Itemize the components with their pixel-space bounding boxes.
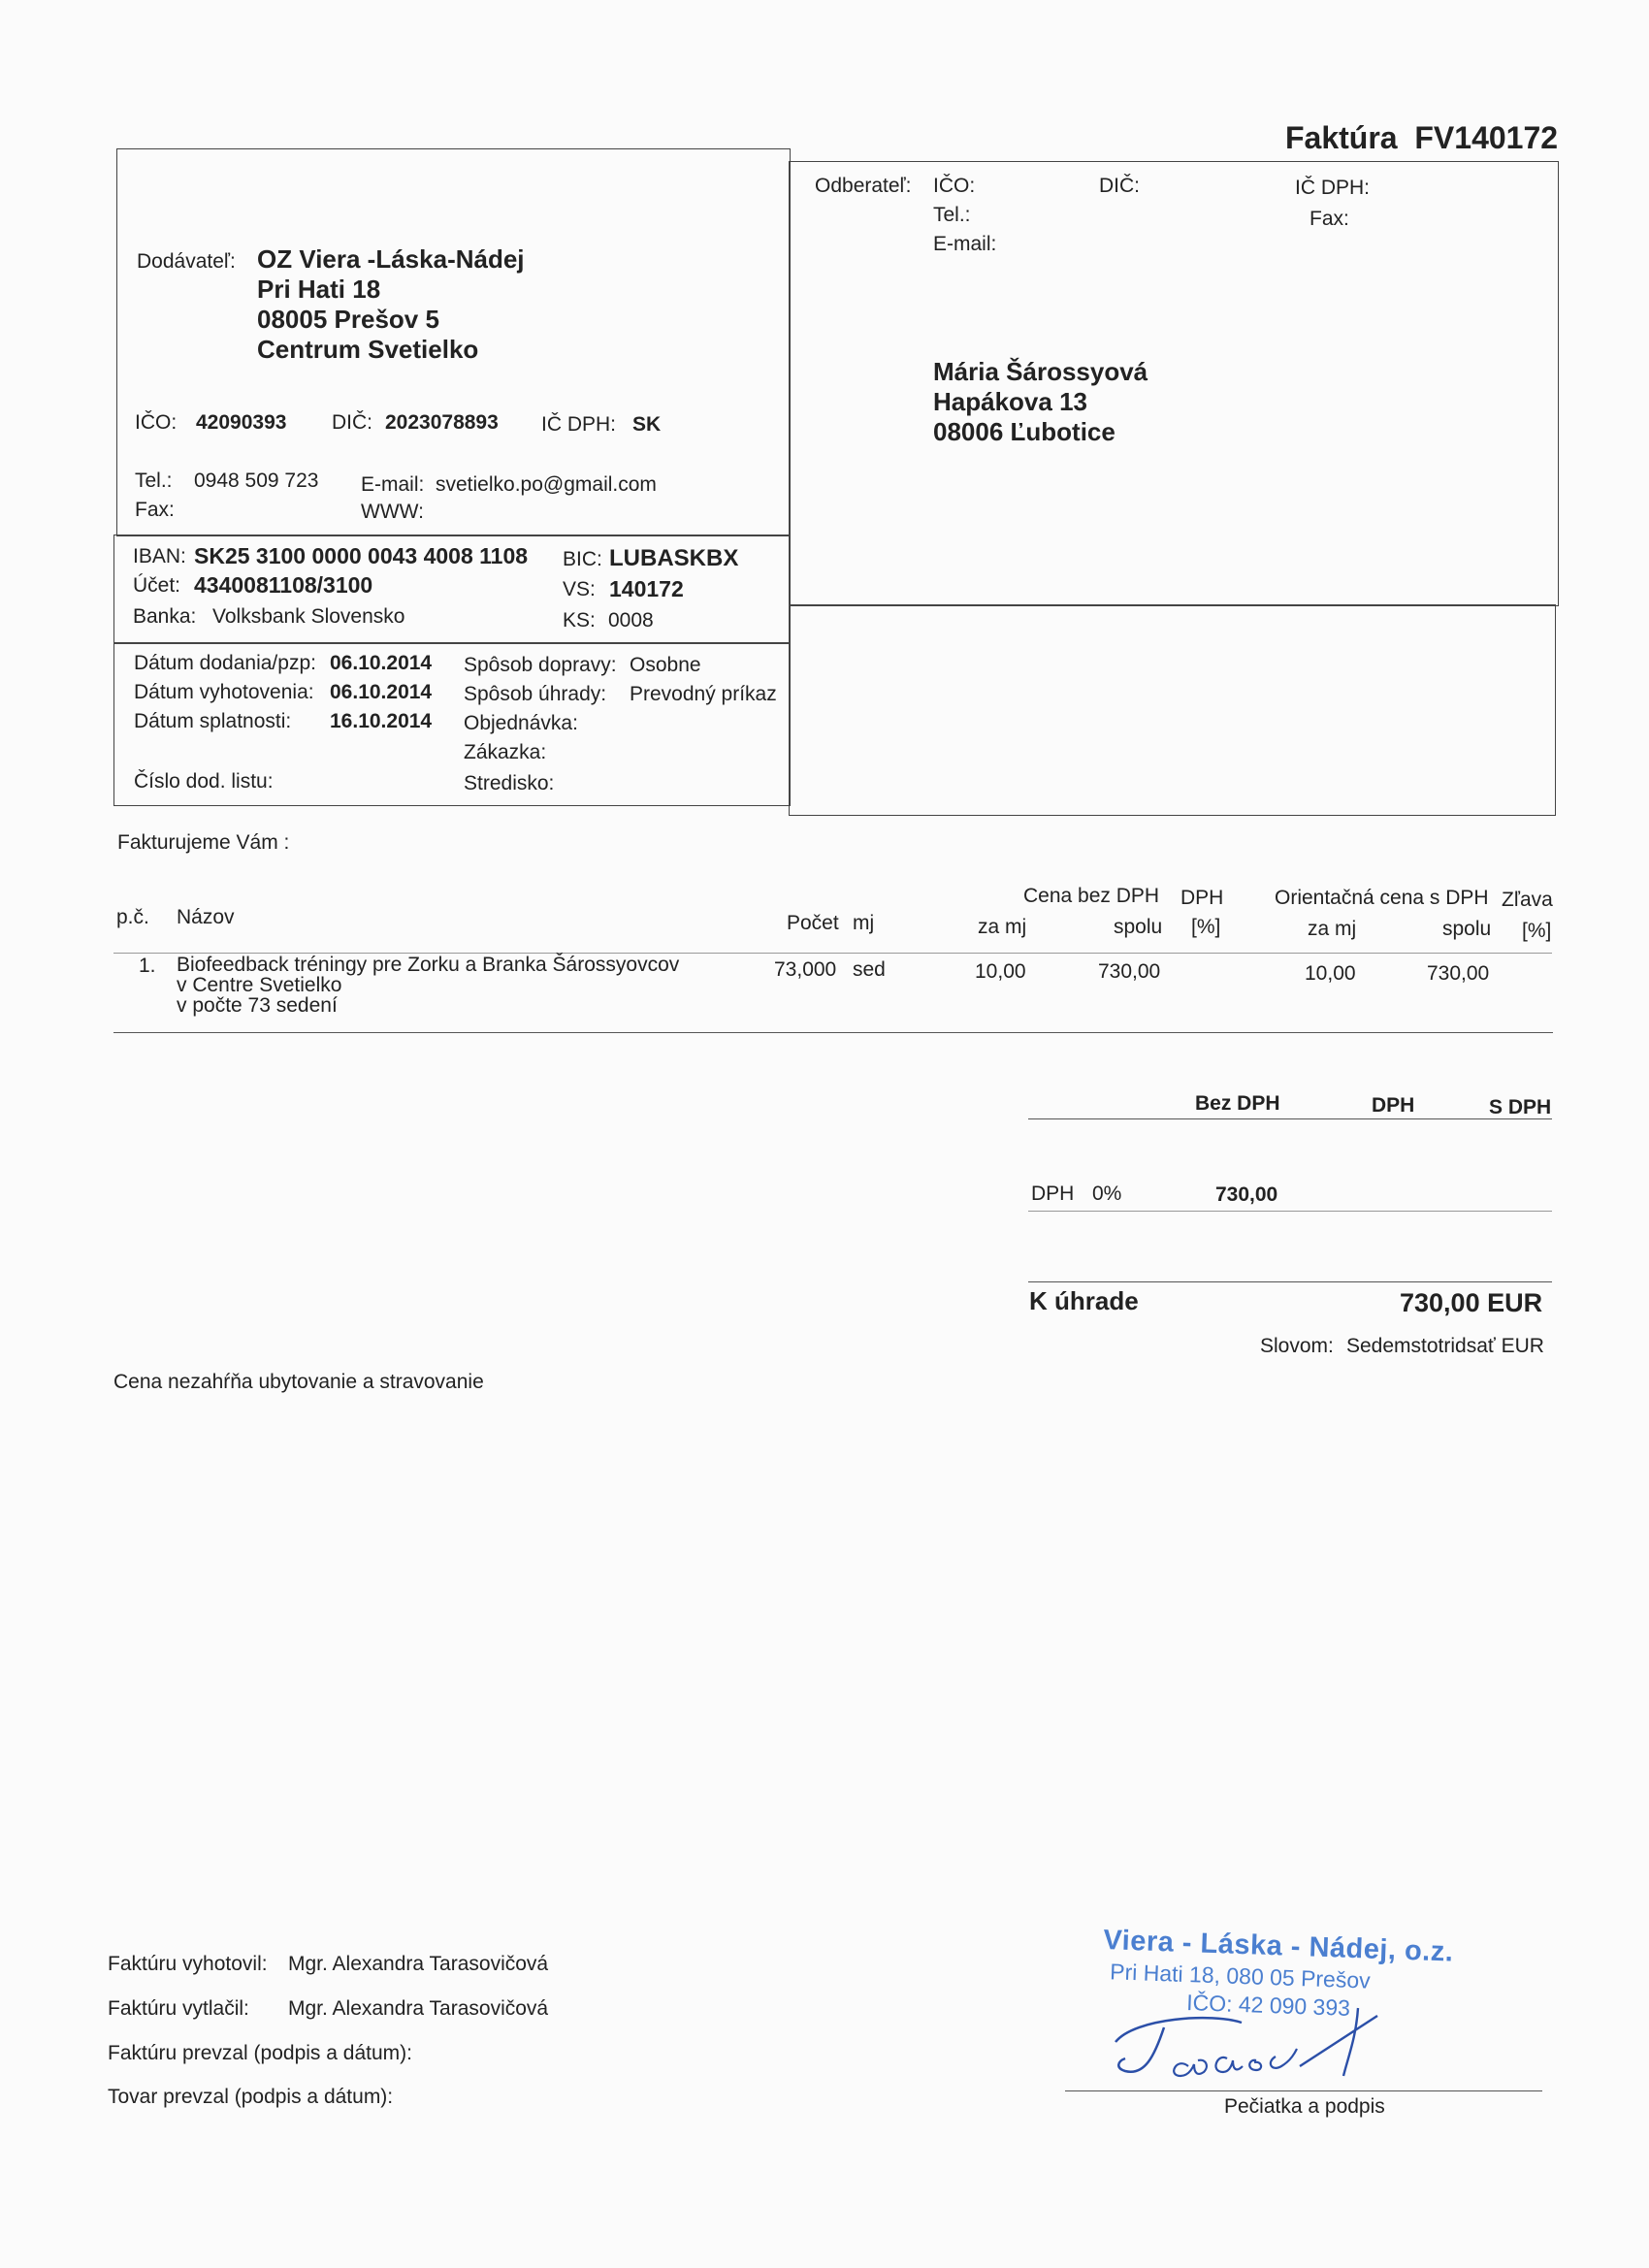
- customer-label: Odberateľ:: [815, 175, 912, 197]
- due-label: K úhrade: [1029, 1286, 1139, 1315]
- row-name-line-3: v počte 73 sedení: [177, 994, 338, 1017]
- th-discount: Zľava: [1502, 889, 1553, 911]
- stamp-line-3: IČO: 42 090 393: [1185, 1990, 1351, 2021]
- sum-vat-rate: 0%: [1092, 1183, 1122, 1205]
- th-qty: Počet: [787, 912, 839, 934]
- contract-label: Zákazka:: [464, 741, 547, 763]
- th-orient-group: Orientačná cena s DPH: [1275, 887, 1489, 909]
- th-no: p.č.: [116, 906, 149, 928]
- due-value: 730,00 EUR: [1400, 1288, 1543, 1317]
- iban-label: IBAN:: [133, 545, 186, 567]
- th-orient-total: spolu: [1442, 918, 1492, 940]
- words-label: Slovom:: [1260, 1335, 1334, 1357]
- bic-value: LUBASKBX: [609, 545, 739, 571]
- supplier-ico-label: IČO:: [135, 411, 178, 434]
- sum-h-base: Bez DPH: [1195, 1092, 1280, 1115]
- summary-header-rule: [1028, 1118, 1552, 1119]
- supplier-branch: Centrum Svetielko: [257, 335, 479, 364]
- sum-base-value: 730,00: [1215, 1183, 1278, 1206]
- stamp-line-2: Pri Hati 18, 080 05 Prešov: [1109, 1959, 1372, 1993]
- th-unit: mj: [853, 912, 875, 934]
- stamp-line-1: Viera - Láska - Nádej, o.z.: [1102, 1925, 1454, 1968]
- row-total: 730,00: [1098, 960, 1161, 983]
- supplier-fax-label: Fax:: [135, 499, 175, 521]
- iban-value: SK25 3100 0000 0043 4008 1108: [194, 543, 529, 568]
- delivery-date-label: Dátum dodania/pzp:: [134, 652, 316, 674]
- ks-value: 0008: [608, 609, 654, 632]
- customer-dic-label: DIČ:: [1099, 175, 1140, 197]
- payment-label: Spôsob úhrady:: [464, 683, 607, 705]
- row-name-line-2: v Centre Svetielko: [177, 974, 342, 996]
- th-price-group: Cena bez DPH: [1023, 885, 1160, 907]
- issued-label: Faktúru vyhotovil:: [108, 1953, 268, 1975]
- supplier-street: Pri Hati 18: [257, 275, 381, 304]
- payment-value: Prevodný príkaz: [630, 683, 777, 705]
- summary-vat-rule: [1028, 1211, 1552, 1212]
- items-intro: Fakturujeme Vám :: [117, 831, 290, 854]
- customer-icdph-label: IČ DPH:: [1295, 177, 1371, 199]
- row-name: [177, 955, 679, 1016]
- summary-due-rule: [1028, 1281, 1552, 1282]
- issue-date: 06.10.2014: [330, 681, 433, 703]
- issued-by: Mgr. Alexandra Tarasovičová: [288, 1953, 549, 1975]
- th-vat: DPH: [1180, 887, 1224, 909]
- goods-received-label: Tovar prevzal (podpis a dátum):: [108, 2086, 394, 2108]
- issue-date-label: Dátum vyhotovenia:: [134, 681, 314, 703]
- supplier-icdph-label: IČ DPH:: [541, 413, 617, 436]
- customer-city: 08006 Ľubotice: [933, 417, 1116, 446]
- supplier-label: Dodávateľ:: [137, 250, 236, 273]
- supplier-icdph: SK: [632, 413, 662, 436]
- sum-h-vat: DPH: [1372, 1094, 1415, 1117]
- supplier-tel: 0948 509 723: [194, 470, 319, 492]
- sum-vat-label: DPH: [1031, 1183, 1075, 1205]
- words-value: Sedemstotridsať EUR: [1346, 1335, 1544, 1357]
- order-label: Objednávka:: [464, 712, 578, 734]
- customer-name: Mária Šárossyová: [933, 357, 1148, 386]
- sum-h-with-vat: S DPH: [1489, 1096, 1552, 1118]
- invoice-number: FV140172: [1414, 120, 1559, 155]
- th-total: spolu: [1114, 916, 1163, 938]
- row-qty: 73,000: [774, 958, 837, 981]
- due-date-label: Dátum splatnosti:: [134, 710, 292, 732]
- price-note: Cena nezahŕňa ubytovanie a stravovanie: [113, 1371, 484, 1393]
- supplier-tel-label: Tel.:: [135, 470, 173, 492]
- vs-label: VS:: [563, 578, 596, 600]
- bic-label: BIC:: [563, 548, 602, 570]
- th-discount-pct: [%]: [1522, 920, 1552, 942]
- supplier-address: [257, 244, 525, 365]
- customer-street: Hapákova 13: [933, 387, 1087, 416]
- row-no: 1.: [139, 955, 156, 977]
- table-bottom-rule: [113, 1032, 1553, 1033]
- supplier-city: 08005 Prešov 5: [257, 305, 439, 334]
- customer-box: [789, 161, 1559, 606]
- due-date: 16.10.2014: [330, 710, 433, 732]
- th-name: Názov: [177, 906, 235, 928]
- supplier-dic-label: DIČ:: [332, 411, 372, 434]
- vs-value: 140172: [609, 576, 684, 601]
- customer-address: [933, 357, 1148, 447]
- supplier-dic: 2023078893: [385, 411, 499, 434]
- customer-tel-label: Tel.:: [933, 204, 971, 226]
- transport-value: Osobne: [630, 654, 701, 676]
- center-label: Stredisko:: [464, 772, 555, 794]
- th-unit-price: za mj: [978, 916, 1027, 938]
- supplier-email: svetielko.po@gmail.com: [436, 473, 657, 496]
- th-orient-unit: za mj: [1308, 918, 1357, 940]
- supplier-name: OZ Viera -Láska-Nádej: [257, 244, 525, 274]
- th-vat-pct: [%]: [1191, 916, 1221, 938]
- supplier-www-label: WWW:: [361, 501, 424, 523]
- signature-line: [1065, 2090, 1542, 2091]
- handwritten-signature: [1096, 1998, 1406, 2095]
- row-orient-unit: 10,00: [1305, 962, 1356, 985]
- bank-name: Volksbank Slovensko: [212, 605, 405, 628]
- invoice-title-label: Faktúra: [1285, 120, 1398, 155]
- delivery-date: 06.10.2014: [330, 652, 433, 674]
- customer-ico-label: IČO:: [933, 175, 976, 197]
- transport-label: Spôsob dopravy:: [464, 654, 617, 676]
- supplier-ico: 42090393: [196, 411, 287, 434]
- account-label: Účet:: [133, 574, 181, 597]
- delivery-note-label: Číslo dod. listu:: [134, 770, 274, 793]
- customer-lower-box: [789, 604, 1556, 816]
- row-orient-total: 730,00: [1427, 962, 1490, 985]
- printed-label: Faktúru vytlačil:: [108, 1997, 249, 2020]
- stamp-label: Pečiatka a podpis: [1224, 2095, 1385, 2118]
- customer-fax-label: Fax:: [1310, 208, 1349, 230]
- account-value: 4340081108/3100: [194, 572, 373, 598]
- ks-label: KS:: [563, 609, 596, 632]
- row-unit-price: 10,00: [975, 960, 1026, 983]
- invoice-title: [1285, 120, 1558, 156]
- row-unit: sed: [853, 958, 886, 981]
- bank-label: Banka:: [133, 605, 197, 628]
- supplier-email-label: E-mail:: [361, 473, 425, 496]
- invoice-received-label: Faktúru prevzal (podpis a dátum):: [108, 2042, 412, 2064]
- row-name-line-1: Biofeedback tréningy pre Zorku a Branka Šárossyovcov: [177, 954, 680, 976]
- printed-by: Mgr. Alexandra Tarasovičová: [288, 1997, 549, 2020]
- customer-email-label: E-mail:: [933, 233, 997, 255]
